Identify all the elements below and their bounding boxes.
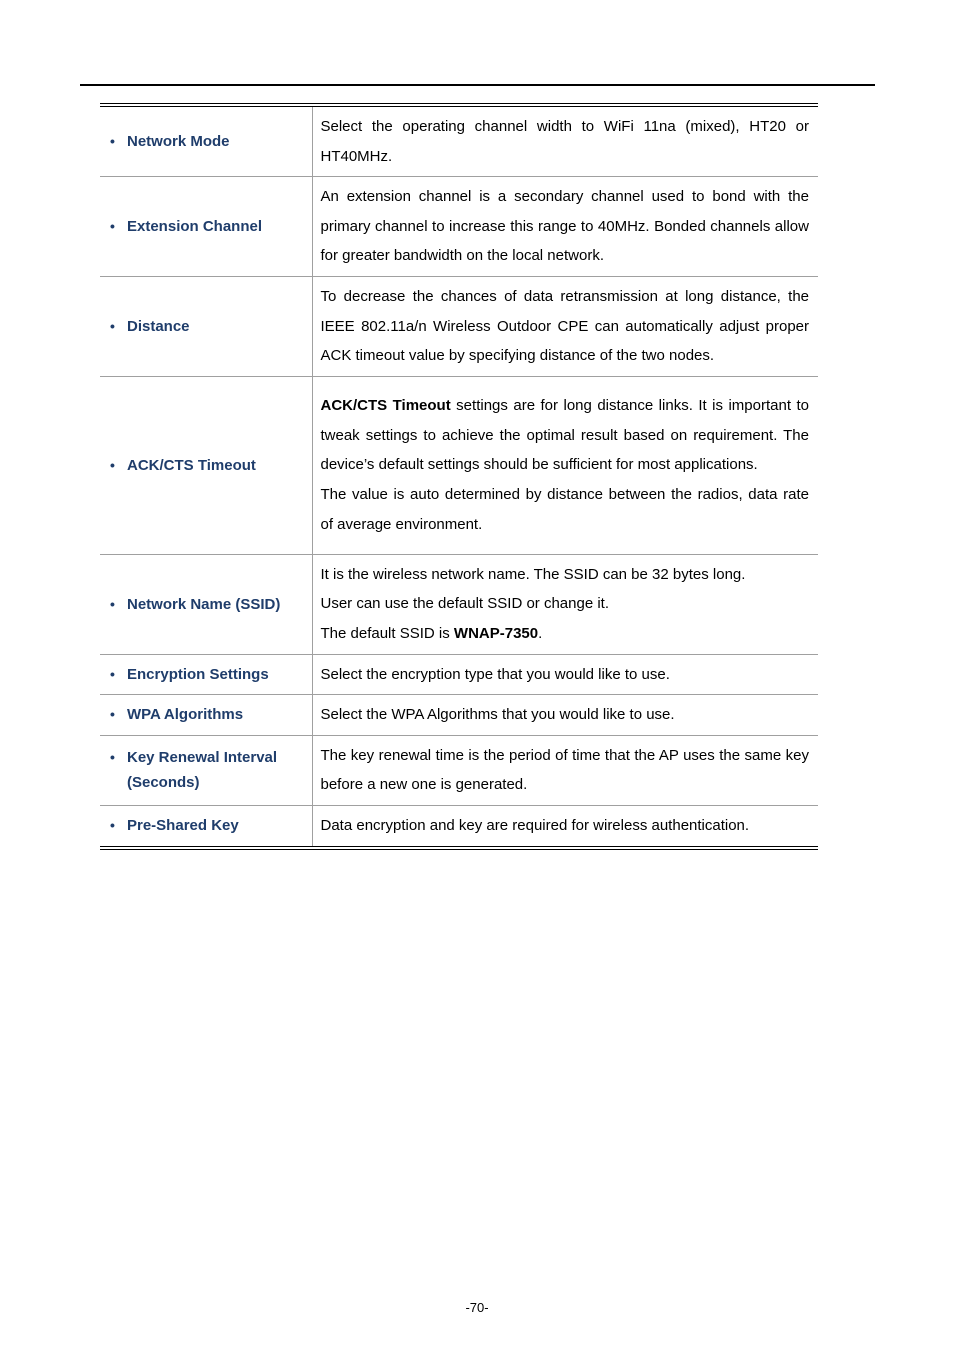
parameter-name-cell	[100, 554, 312, 654]
default-ssid-value: WNAP-7350	[453, 624, 539, 642]
description-text: Select the WPA Algorithms that you would like to use.	[320, 706, 675, 724]
header-rule	[80, 84, 875, 86]
parameter-table	[100, 103, 818, 850]
page-number: -70-	[465, 1300, 489, 1315]
parameter-name: Encryption Settings	[127, 665, 269, 683]
parameter-description	[312, 276, 818, 376]
description-text: settings are for long distance links. It is important to tweak settings to achieve the optimal result based on requirement. The device’s default settings should be sufficient for most applications.	[320, 397, 809, 474]
parameter-name: Extension Channel	[127, 218, 263, 236]
bullet-icon: •	[110, 749, 115, 766]
table-row	[100, 376, 818, 554]
table-row	[100, 805, 818, 847]
bullet-icon: •	[110, 133, 115, 150]
bullet-icon: •	[110, 706, 115, 723]
description-text: To decrease the chances of data retransmission at long distance, the IEEE 802.11a/n Wireless Outdoor CPE can automatically adjust proper ACK timeout value by specifying distance of the two nodes.	[320, 287, 809, 365]
table-row	[100, 276, 818, 376]
parameter-name: ACK/CTS Timeout	[127, 456, 256, 474]
description-paragraph	[321, 391, 810, 480]
parameter-name	[127, 745, 277, 795]
table-row	[100, 695, 818, 736]
parameter-description	[312, 376, 818, 554]
parameter-name-cell	[100, 805, 312, 847]
table-row	[100, 105, 818, 177]
bullet-icon: •	[110, 665, 115, 682]
parameter-name: Pre-Shared Key	[127, 817, 239, 835]
description-bold-lead: ACK/CTS Timeout	[320, 397, 451, 415]
parameter-name-cell	[100, 735, 312, 805]
parameter-description	[312, 735, 818, 805]
description-text: The default SSID is	[320, 624, 454, 642]
parameter-description	[312, 177, 818, 277]
table-row	[100, 177, 818, 277]
parameter-description	[312, 695, 818, 736]
parameter-name-cell	[100, 177, 312, 277]
bullet-icon: •	[110, 218, 115, 235]
bullet-icon: •	[110, 456, 115, 473]
description-text: .	[538, 624, 543, 642]
parameter-name-line: Key Renewal Interval	[127, 749, 278, 767]
parameter-name-cell	[100, 105, 312, 177]
parameter-name-cell	[100, 654, 312, 695]
table-row	[100, 735, 818, 805]
description-paragraph: The value is auto determined by distance between the radios, data rate of average environment.	[320, 486, 809, 533]
parameter-name-cell	[100, 276, 312, 376]
description-text: An extension channel is a secondary channel used to bond with the primary channel to increase this range to 40MHz. Bonded channels allow for greater bandwidth on the local network.	[320, 188, 809, 265]
description-text: The key renewal time is the period of time that the AP uses the same key before a new one is generated.	[320, 746, 809, 794]
parameter-name: Network Mode	[127, 133, 230, 151]
description-text: Select the encryption type that you would like to use.	[320, 665, 670, 683]
parameter-description	[312, 105, 818, 177]
description-line	[321, 619, 810, 649]
parameter-name: WPA Algorithms	[127, 706, 244, 724]
bullet-icon: •	[110, 317, 115, 334]
parameter-description	[312, 654, 818, 695]
parameter-name: Distance	[127, 317, 190, 335]
table-row	[100, 654, 818, 695]
table-row	[100, 554, 818, 654]
parameter-name-cell	[100, 376, 312, 554]
description-line: It is the wireless network name. The SSID can be 32 bytes long.	[320, 565, 746, 583]
parameter-description	[312, 554, 818, 654]
description-text: Data encryption and key are required for wireless authentication.	[320, 816, 750, 834]
parameter-name: Network Name (SSID)	[127, 595, 281, 613]
description-line: User can use the default SSID or change it.	[320, 595, 609, 613]
parameter-description	[312, 805, 818, 847]
bullet-icon: •	[110, 595, 115, 612]
description-text: Select the operating channel width to WiFi 11na (mixed), HT20 or HT40MHz.	[320, 118, 809, 165]
bullet-icon: •	[110, 817, 115, 834]
parameter-name-cell	[100, 695, 312, 736]
parameter-name-line: (Seconds)	[127, 774, 200, 792]
